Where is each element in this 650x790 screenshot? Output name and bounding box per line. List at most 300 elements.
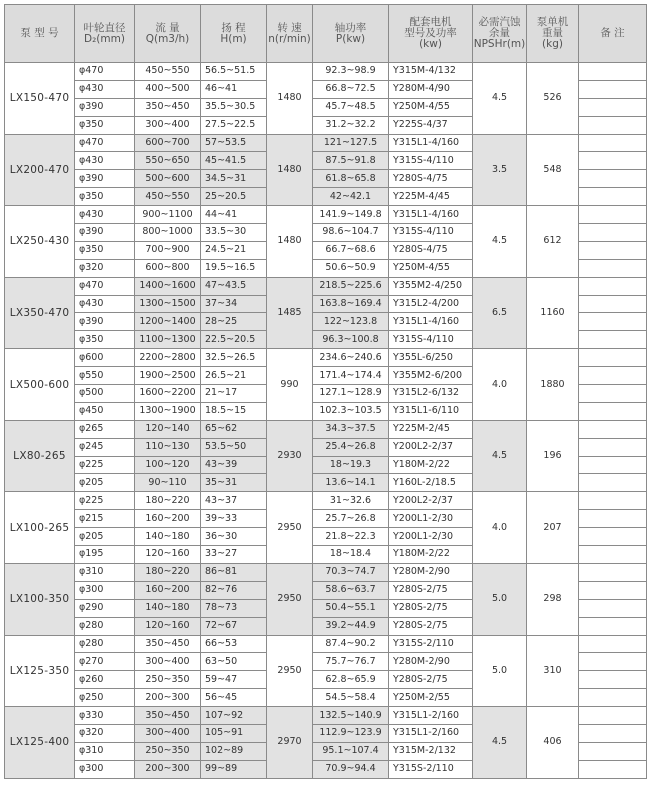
shaft-power-cell: 218.5~225.6: [313, 277, 389, 295]
shaft-power-cell: 50.6~50.9: [313, 259, 389, 277]
shaft-power-cell: 102.3~103.5: [313, 402, 389, 420]
motor-cell: Y315S-4/110: [389, 152, 473, 170]
flow-cell: 1100~1300: [135, 331, 201, 349]
motor-cell: Y280S-2/75: [389, 671, 473, 689]
impeller-diameter-cell: φ600: [75, 349, 135, 367]
header-motor: [389, 5, 473, 63]
remark-cell: [579, 206, 647, 224]
remark-cell: [579, 80, 647, 98]
header-power-label: 轴功率: [334, 21, 367, 34]
remark-cell: [579, 367, 647, 385]
impeller-diameter-cell: φ390: [75, 313, 135, 331]
flow-cell: 1900~2500: [135, 367, 201, 385]
shaft-power-cell: 18~19.3: [313, 456, 389, 474]
impeller-diameter-cell: φ350: [75, 241, 135, 259]
remark-cell: [579, 456, 647, 474]
flow-cell: 600~800: [135, 259, 201, 277]
table-row: [5, 420, 647, 438]
head-cell: 28~25: [201, 313, 267, 331]
pump-model-cell: LX200-470: [5, 134, 75, 206]
table-row: [5, 563, 647, 581]
flow-cell: 450~550: [135, 63, 201, 81]
motor-cell: Y315S-2/110: [389, 760, 473, 778]
motor-cell: Y225S-4/37: [389, 116, 473, 134]
flow-cell: 250~350: [135, 671, 201, 689]
header-motor-label-2: 型号及功率: [404, 27, 457, 39]
head-cell: 33~27: [201, 546, 267, 564]
head-cell: 39~33: [201, 510, 267, 528]
shaft-power-cell: 50.4~55.1: [313, 599, 389, 617]
shaft-power-cell: 75.7~76.7: [313, 653, 389, 671]
impeller-diameter-cell: φ320: [75, 724, 135, 742]
motor-cell: Y280S-4/75: [389, 241, 473, 259]
flow-cell: 350~450: [135, 707, 201, 725]
impeller-diameter-cell: φ390: [75, 170, 135, 188]
impeller-diameter-cell: φ320: [75, 259, 135, 277]
impeller-diameter-cell: φ225: [75, 456, 135, 474]
head-cell: 26.5~21: [201, 367, 267, 385]
remark-cell: [579, 349, 647, 367]
shaft-power-cell: 70.9~94.4: [313, 760, 389, 778]
motor-cell: Y315M-2/132: [389, 742, 473, 760]
pump-model-cell: LX100-350: [5, 563, 75, 635]
impeller-diameter-cell: φ470: [75, 134, 135, 152]
head-cell: 99~89: [201, 760, 267, 778]
flow-cell: 200~300: [135, 689, 201, 707]
npsh-cell: 4.0: [473, 492, 527, 564]
npsh-cell: 4.5: [473, 206, 527, 278]
impeller-diameter-cell: φ390: [75, 224, 135, 242]
weight-cell: 207: [527, 492, 579, 564]
shaft-power-cell: 62.8~65.9: [313, 671, 389, 689]
flow-cell: 300~400: [135, 653, 201, 671]
remark-cell: [579, 63, 647, 81]
motor-cell: Y315S-4/110: [389, 224, 473, 242]
npsh-cell: 6.5: [473, 277, 527, 349]
weight-cell: 526: [527, 63, 579, 135]
impeller-diameter-cell: φ430: [75, 295, 135, 313]
head-cell: 72~67: [201, 617, 267, 635]
speed-cell: 2970: [267, 707, 313, 779]
weight-cell: 310: [527, 635, 579, 707]
motor-cell: Y180M-2/22: [389, 456, 473, 474]
impeller-diameter-cell: φ500: [75, 385, 135, 403]
impeller-diameter-cell: φ430: [75, 152, 135, 170]
header-impeller-unit: D₂(mm): [84, 32, 125, 45]
flow-cell: 500~600: [135, 170, 201, 188]
header-motor-label: 配套电机: [409, 16, 452, 28]
impeller-diameter-cell: φ290: [75, 599, 135, 617]
weight-cell: 196: [527, 420, 579, 492]
header-model: 泵 型 号: [5, 5, 75, 63]
remark-cell: [579, 313, 647, 331]
impeller-diameter-cell: φ260: [75, 671, 135, 689]
motor-cell: Y315L1-2/160: [389, 707, 473, 725]
remark-cell: [579, 474, 647, 492]
shaft-power-cell: 70.3~74.7: [313, 563, 389, 581]
flow-cell: 800~1000: [135, 224, 201, 242]
impeller-diameter-cell: φ270: [75, 653, 135, 671]
speed-cell: 2950: [267, 635, 313, 707]
shaft-power-cell: 121~127.5: [313, 134, 389, 152]
remark-cell: [579, 724, 647, 742]
remark-cell: [579, 707, 647, 725]
head-cell: 105~91: [201, 724, 267, 742]
motor-cell: Y315L1-4/160: [389, 134, 473, 152]
impeller-diameter-cell: φ430: [75, 206, 135, 224]
speed-cell: 1480: [267, 63, 313, 135]
motor-cell: Y160L-2/18.5: [389, 474, 473, 492]
flow-cell: 120~160: [135, 617, 201, 635]
motor-cell: Y200L2-2/37: [389, 438, 473, 456]
head-cell: 35~31: [201, 474, 267, 492]
table-body: [5, 63, 647, 779]
flow-cell: 900~1100: [135, 206, 201, 224]
remark-cell: [579, 188, 647, 206]
shaft-power-cell: 132.5~140.9: [313, 707, 389, 725]
head-cell: 37~34: [201, 295, 267, 313]
impeller-diameter-cell: φ390: [75, 98, 135, 116]
impeller-diameter-cell: φ550: [75, 367, 135, 385]
shaft-power-cell: 18~18.4: [313, 546, 389, 564]
weight-cell: 612: [527, 206, 579, 278]
flow-cell: 400~500: [135, 80, 201, 98]
head-cell: 43~37: [201, 492, 267, 510]
pump-model-cell: LX150-470: [5, 63, 75, 135]
impeller-diameter-cell: φ350: [75, 116, 135, 134]
speed-cell: 1485: [267, 277, 313, 349]
shaft-power-cell: 13.6~14.1: [313, 474, 389, 492]
motor-cell: Y315L1-6/110: [389, 402, 473, 420]
remark-cell: [579, 760, 647, 778]
flow-cell: 1300~1500: [135, 295, 201, 313]
head-cell: 33.5~30: [201, 224, 267, 242]
shaft-power-cell: 141.9~149.8: [313, 206, 389, 224]
speed-cell: 2930: [267, 420, 313, 492]
head-cell: 24.5~21: [201, 241, 267, 259]
flow-cell: 120~160: [135, 546, 201, 564]
head-cell: 27.5~22.5: [201, 116, 267, 134]
flow-cell: 180~220: [135, 563, 201, 581]
header-head: [201, 5, 267, 63]
shaft-power-cell: 25.7~26.8: [313, 510, 389, 528]
motor-cell: Y200L1-2/30: [389, 510, 473, 528]
head-cell: 56.5~51.5: [201, 63, 267, 81]
table-row: [5, 134, 647, 152]
flow-cell: 140~180: [135, 599, 201, 617]
remark-cell: [579, 563, 647, 581]
flow-cell: 1600~2200: [135, 385, 201, 403]
remark-cell: [579, 98, 647, 116]
head-cell: 32.5~26.5: [201, 349, 267, 367]
impeller-diameter-cell: φ280: [75, 635, 135, 653]
motor-cell: Y200L2-2/37: [389, 492, 473, 510]
remark-cell: [579, 385, 647, 403]
motor-cell: Y280M-4/90: [389, 80, 473, 98]
head-cell: 44~41: [201, 206, 267, 224]
motor-cell: Y280S-2/75: [389, 581, 473, 599]
motor-cell: Y315L2-4/200: [389, 295, 473, 313]
impeller-diameter-cell: φ195: [75, 546, 135, 564]
motor-cell: Y315M-4/132: [389, 63, 473, 81]
pump-model-cell: LX350-470: [5, 277, 75, 349]
pump-spec-sheet: [4, 4, 646, 779]
motor-cell: Y280S-2/75: [389, 599, 473, 617]
flow-cell: 1300~1900: [135, 402, 201, 420]
header-flow-label: 流 量: [155, 21, 180, 34]
pump-spec-table: [4, 4, 647, 779]
head-cell: 57~53.5: [201, 134, 267, 152]
impeller-diameter-cell: φ300: [75, 581, 135, 599]
head-cell: 22.5~20.5: [201, 331, 267, 349]
shaft-power-cell: 21.8~22.3: [313, 528, 389, 546]
header-motor-unit: (kw): [419, 38, 442, 50]
remark-cell: [579, 671, 647, 689]
flow-cell: 160~200: [135, 581, 201, 599]
impeller-diameter-cell: φ330: [75, 707, 135, 725]
shaft-power-cell: 34.3~37.5: [313, 420, 389, 438]
speed-cell: 1480: [267, 134, 313, 206]
header-head-unit: H(m): [220, 32, 247, 45]
remark-cell: [579, 152, 647, 170]
flow-cell: 300~400: [135, 116, 201, 134]
motor-cell: Y250M-4/55: [389, 259, 473, 277]
npsh-cell: 3.5: [473, 134, 527, 206]
head-cell: 47~43.5: [201, 277, 267, 295]
header-impeller-label: 叶轮直径: [83, 21, 126, 34]
impeller-diameter-cell: φ245: [75, 438, 135, 456]
motor-cell: Y315S-4/110: [389, 331, 473, 349]
impeller-diameter-cell: φ280: [75, 617, 135, 635]
impeller-diameter-cell: φ205: [75, 528, 135, 546]
impeller-diameter-cell: φ310: [75, 563, 135, 581]
remark-cell: [579, 295, 647, 313]
head-cell: 46~41: [201, 80, 267, 98]
flow-cell: 100~120: [135, 456, 201, 474]
motor-cell: Y355L-6/250: [389, 349, 473, 367]
remark-cell: [579, 635, 647, 653]
flow-cell: 600~700: [135, 134, 201, 152]
speed-cell: 990: [267, 349, 313, 421]
flow-cell: 140~180: [135, 528, 201, 546]
head-cell: 19.5~16.5: [201, 259, 267, 277]
weight-cell: 1880: [527, 349, 579, 421]
shaft-power-cell: 58.6~63.7: [313, 581, 389, 599]
flow-cell: 1200~1400: [135, 313, 201, 331]
flow-cell: 160~200: [135, 510, 201, 528]
header-weight-unit: (kg): [542, 38, 563, 50]
remark-cell: [579, 510, 647, 528]
remark-cell: [579, 528, 647, 546]
shaft-power-cell: 171.4~174.4: [313, 367, 389, 385]
impeller-diameter-cell: φ300: [75, 760, 135, 778]
remark-cell: [579, 599, 647, 617]
impeller-diameter-cell: φ470: [75, 277, 135, 295]
header-impeller-diameter: [75, 5, 135, 63]
head-cell: 66~53: [201, 635, 267, 653]
header-flow: [135, 5, 201, 63]
npsh-cell: 4.5: [473, 420, 527, 492]
motor-cell: Y250M-4/55: [389, 98, 473, 116]
flow-cell: 550~650: [135, 152, 201, 170]
shaft-power-cell: 112.9~123.9: [313, 724, 389, 742]
remark-cell: [579, 581, 647, 599]
head-cell: 34.5~31: [201, 170, 267, 188]
speed-cell: 2950: [267, 563, 313, 635]
motor-cell: Y315L2-6/132: [389, 385, 473, 403]
motor-cell: Y315L1-4/160: [389, 206, 473, 224]
speed-cell: 1480: [267, 206, 313, 278]
table-row: [5, 277, 647, 295]
head-cell: 65~62: [201, 420, 267, 438]
motor-cell: Y355M2-6/200: [389, 367, 473, 385]
flow-cell: 200~300: [135, 760, 201, 778]
table-row: [5, 635, 647, 653]
impeller-diameter-cell: φ350: [75, 188, 135, 206]
shaft-power-cell: 66.7~68.6: [313, 241, 389, 259]
remark-cell: [579, 492, 647, 510]
motor-cell: Y280S-4/75: [389, 170, 473, 188]
shaft-power-cell: 95.1~107.4: [313, 742, 389, 760]
shaft-power-cell: 42~42.1: [313, 188, 389, 206]
header-shaft-power: [313, 5, 389, 63]
pump-model-cell: LX250-430: [5, 206, 75, 278]
head-cell: 107~92: [201, 707, 267, 725]
header-head-label: 扬 程: [221, 21, 246, 34]
header-remark: 备 注: [579, 5, 647, 63]
motor-cell: Y315S-2/110: [389, 635, 473, 653]
motor-cell: Y225M-2/45: [389, 420, 473, 438]
header-npsh-label-2: 余量: [489, 27, 510, 39]
header-npsh-unit: NPSHr(m): [473, 38, 526, 50]
npsh-cell: 4.5: [473, 707, 527, 779]
head-cell: 21~17: [201, 385, 267, 403]
header-speed-unit: n(r/min): [268, 32, 311, 45]
remark-cell: [579, 402, 647, 420]
npsh-cell: 4.5: [473, 63, 527, 135]
head-cell: 45~41.5: [201, 152, 267, 170]
remark-cell: [579, 438, 647, 456]
header-power-unit: P(kw): [335, 32, 366, 45]
npsh-cell: 5.0: [473, 635, 527, 707]
remark-cell: [579, 134, 647, 152]
head-cell: 78~73: [201, 599, 267, 617]
motor-cell: Y355M2-4/250: [389, 277, 473, 295]
motor-cell: Y315L1-2/160: [389, 724, 473, 742]
header-weight-label-2: 重量: [542, 27, 563, 39]
header-row: [5, 5, 647, 63]
table-row: [5, 206, 647, 224]
weight-cell: 406: [527, 707, 579, 779]
pump-model-cell: LX125-400: [5, 707, 75, 779]
motor-cell: Y315L1-4/160: [389, 313, 473, 331]
shaft-power-cell: 87.4~90.2: [313, 635, 389, 653]
header-weight: [527, 5, 579, 63]
remark-cell: [579, 546, 647, 564]
speed-cell: 2950: [267, 492, 313, 564]
motor-cell: Y180M-2/22: [389, 546, 473, 564]
weight-cell: 548: [527, 134, 579, 206]
table-row: [5, 492, 647, 510]
remark-cell: [579, 224, 647, 242]
flow-cell: 180~220: [135, 492, 201, 510]
header-npsh-label: 必需汽蚀: [478, 16, 521, 28]
head-cell: 63~50: [201, 653, 267, 671]
pump-model-cell: LX100-265: [5, 492, 75, 564]
shaft-power-cell: 96.3~100.8: [313, 331, 389, 349]
header-speed: [267, 5, 313, 63]
header-flow-unit: Q(m3/h): [145, 32, 190, 45]
flow-cell: 110~130: [135, 438, 201, 456]
shaft-power-cell: 87.5~91.8: [313, 152, 389, 170]
motor-cell: Y225M-4/45: [389, 188, 473, 206]
table-row: [5, 707, 647, 725]
flow-cell: 2200~2800: [135, 349, 201, 367]
flow-cell: 450~550: [135, 188, 201, 206]
head-cell: 36~30: [201, 528, 267, 546]
flow-cell: 1400~1600: [135, 277, 201, 295]
remark-cell: [579, 653, 647, 671]
impeller-diameter-cell: φ215: [75, 510, 135, 528]
impeller-diameter-cell: φ250: [75, 689, 135, 707]
remark-cell: [579, 277, 647, 295]
weight-cell: 1160: [527, 277, 579, 349]
impeller-diameter-cell: φ310: [75, 742, 135, 760]
head-cell: 56~45: [201, 689, 267, 707]
motor-cell: Y280S-2/75: [389, 617, 473, 635]
header-weight-label: 泵单机: [536, 16, 569, 28]
npsh-cell: 4.0: [473, 349, 527, 421]
flow-cell: 250~350: [135, 742, 201, 760]
shaft-power-cell: 127.1~128.9: [313, 385, 389, 403]
flow-cell: 120~140: [135, 420, 201, 438]
pump-model-cell: LX500-600: [5, 349, 75, 421]
table-row: [5, 63, 647, 81]
head-cell: 53.5~50: [201, 438, 267, 456]
head-cell: 25~20.5: [201, 188, 267, 206]
shaft-power-cell: 163.8~169.4: [313, 295, 389, 313]
shaft-power-cell: 122~123.8: [313, 313, 389, 331]
remark-cell: [579, 116, 647, 134]
head-cell: 18.5~15: [201, 402, 267, 420]
impeller-diameter-cell: φ350: [75, 331, 135, 349]
motor-cell: Y250M-2/55: [389, 689, 473, 707]
shaft-power-cell: 39.2~44.9: [313, 617, 389, 635]
head-cell: 43~39: [201, 456, 267, 474]
shaft-power-cell: 61.8~65.8: [313, 170, 389, 188]
shaft-power-cell: 31.2~32.2: [313, 116, 389, 134]
head-cell: 86~81: [201, 563, 267, 581]
impeller-diameter-cell: φ225: [75, 492, 135, 510]
remark-cell: [579, 689, 647, 707]
pump-model-cell: LX125-350: [5, 635, 75, 707]
remark-cell: [579, 742, 647, 760]
flow-cell: 350~450: [135, 635, 201, 653]
remark-cell: [579, 259, 647, 277]
impeller-diameter-cell: φ470: [75, 63, 135, 81]
header-npsh: [473, 5, 527, 63]
remark-cell: [579, 617, 647, 635]
npsh-cell: 5.0: [473, 563, 527, 635]
motor-cell: Y200L1-2/30: [389, 528, 473, 546]
flow-cell: 700~900: [135, 241, 201, 259]
head-cell: 102~89: [201, 742, 267, 760]
motor-cell: Y280M-2/90: [389, 653, 473, 671]
flow-cell: 300~400: [135, 724, 201, 742]
remark-cell: [579, 420, 647, 438]
shaft-power-cell: 66.8~72.5: [313, 80, 389, 98]
shaft-power-cell: 25.4~26.8: [313, 438, 389, 456]
